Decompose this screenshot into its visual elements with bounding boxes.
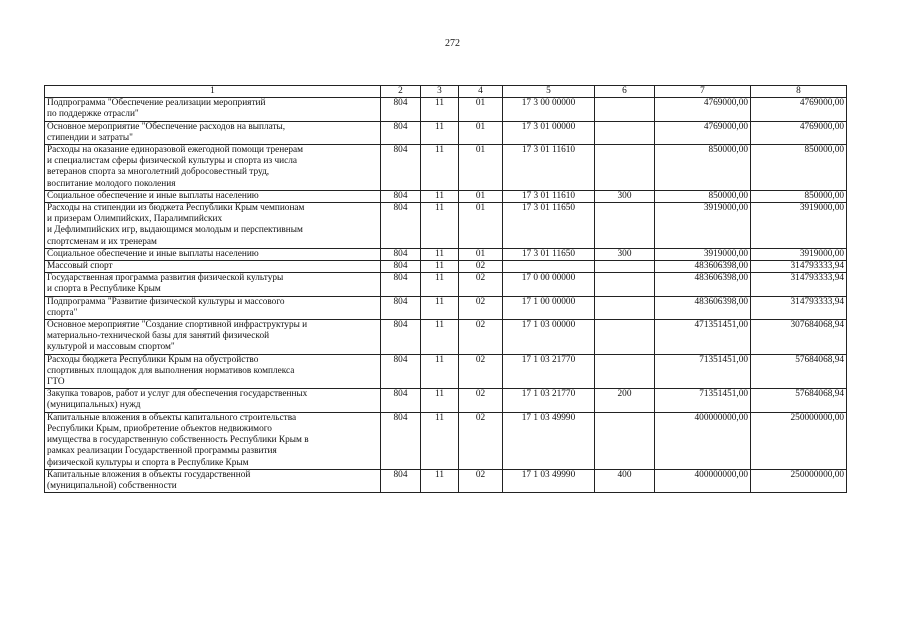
amount-year-2: 314793333,94 xyxy=(751,296,847,319)
code-target: 17 3 01 11650 xyxy=(503,203,595,249)
amount-year-1: 400000000,00 xyxy=(655,469,751,492)
code-target: 17 1 03 49990 xyxy=(503,412,595,469)
amount-year-1: 483606398,00 xyxy=(655,273,751,296)
code-section: 11 xyxy=(421,190,459,202)
code-section: 11 xyxy=(421,320,459,355)
table-row xyxy=(45,389,847,412)
amount-year-2: 307684068,94 xyxy=(751,320,847,355)
amount-year-1: 400000000,00 xyxy=(655,412,751,469)
amount-year-2: 314793333,94 xyxy=(751,273,847,296)
table-row xyxy=(45,469,847,492)
code-subsection: 02 xyxy=(459,296,503,319)
amount-year-2: 3919000,00 xyxy=(751,248,847,260)
row-name: Социальное обеспечение и иные выплаты населению xyxy=(45,190,381,202)
budget-table xyxy=(44,85,847,493)
code-expense-type xyxy=(595,203,655,249)
amount-year-1: 850000,00 xyxy=(655,190,751,202)
code-subsection: 01 xyxy=(459,248,503,260)
column-header: 5 xyxy=(503,86,595,98)
code-ministry: 804 xyxy=(381,412,421,469)
table-row xyxy=(45,145,847,191)
amount-year-2: 57684068,94 xyxy=(751,389,847,412)
amount-year-2: 850000,00 xyxy=(751,190,847,202)
code-ministry: 804 xyxy=(381,121,421,144)
row-name: Государственная программа развития физической культуры и спорта в Республике Крым xyxy=(45,273,381,296)
code-ministry: 804 xyxy=(381,354,421,389)
code-target xyxy=(503,261,595,273)
column-header: 1 xyxy=(45,86,381,98)
amount-year-1: 850000,00 xyxy=(655,145,751,191)
code-expense-type xyxy=(595,412,655,469)
code-subsection: 02 xyxy=(459,469,503,492)
code-expense-type xyxy=(595,273,655,296)
code-ministry: 804 xyxy=(381,190,421,202)
table-row xyxy=(45,261,847,273)
amount-year-2: 4769000,00 xyxy=(751,121,847,144)
code-target: 17 3 01 11650 xyxy=(503,248,595,260)
amount-year-1: 3919000,00 xyxy=(655,248,751,260)
amount-year-1: 471351451,00 xyxy=(655,320,751,355)
code-expense-type: 300 xyxy=(595,190,655,202)
table-row xyxy=(45,273,847,296)
table-row xyxy=(45,320,847,355)
code-target: 17 3 01 00000 xyxy=(503,121,595,144)
code-section: 11 xyxy=(421,273,459,296)
amount-year-2: 250000000,00 xyxy=(751,469,847,492)
table-row xyxy=(45,121,847,144)
row-name: Капитальные вложения в объекты государственной (муниципальной) собственности xyxy=(45,469,381,492)
code-ministry: 804 xyxy=(381,296,421,319)
amount-year-1: 4769000,00 xyxy=(655,98,751,121)
code-target: 17 1 03 49990 xyxy=(503,469,595,492)
code-section: 11 xyxy=(421,261,459,273)
table-row xyxy=(45,354,847,389)
amount-year-2: 850000,00 xyxy=(751,145,847,191)
row-name: Массовый спорт xyxy=(45,261,381,273)
amount-year-1: 71351451,00 xyxy=(655,389,751,412)
table-body xyxy=(45,98,847,493)
column-header: 2 xyxy=(381,86,421,98)
column-header: 3 xyxy=(421,86,459,98)
code-section: 11 xyxy=(421,145,459,191)
amount-year-1: 483606398,00 xyxy=(655,261,751,273)
code-subsection: 01 xyxy=(459,98,503,121)
amount-year-1: 4769000,00 xyxy=(655,121,751,144)
code-ministry: 804 xyxy=(381,273,421,296)
row-name: Социальное обеспечение и иные выплаты населению xyxy=(45,248,381,260)
code-expense-type xyxy=(595,98,655,121)
code-subsection: 01 xyxy=(459,190,503,202)
code-target: 17 3 01 11610 xyxy=(503,145,595,191)
code-section: 11 xyxy=(421,203,459,249)
code-ministry: 804 xyxy=(381,203,421,249)
code-target: 17 1 03 00000 xyxy=(503,320,595,355)
row-name: Подпрограмма "Обеспечение реализации мероприятий по поддержке отрасли" xyxy=(45,98,381,121)
code-subsection: 01 xyxy=(459,121,503,144)
code-expense-type: 300 xyxy=(595,248,655,260)
page-number: 272 xyxy=(445,38,460,49)
amount-year-2: 250000000,00 xyxy=(751,412,847,469)
row-name: Расходы бюджета Республики Крым на обустройство спортивных площадок для выполнения нормативов комплекса ГТО xyxy=(45,354,381,389)
code-expense-type xyxy=(595,261,655,273)
code-target: 17 0 00 00000 xyxy=(503,273,595,296)
amount-year-2: 57684068,94 xyxy=(751,354,847,389)
code-section: 11 xyxy=(421,98,459,121)
code-expense-type: 200 xyxy=(595,389,655,412)
column-header: 8 xyxy=(751,86,847,98)
code-subsection: 02 xyxy=(459,261,503,273)
code-ministry: 804 xyxy=(381,261,421,273)
row-name: Капитальные вложения в объекты капитального строительства Республики Крым, приобретение объектов недвижимого имущества в государственную собственность Республики Крым в рамках реализации Государственной программы развития физической культуры и спорта в Республике Крым xyxy=(45,412,381,469)
column-header: 6 xyxy=(595,86,655,98)
amount-year-2: 3919000,00 xyxy=(751,203,847,249)
table-row xyxy=(45,296,847,319)
code-section: 11 xyxy=(421,248,459,260)
code-section: 11 xyxy=(421,296,459,319)
code-target: 17 1 03 21770 xyxy=(503,354,595,389)
code-expense-type: 400 xyxy=(595,469,655,492)
code-section: 11 xyxy=(421,389,459,412)
code-expense-type xyxy=(595,320,655,355)
code-subsection: 01 xyxy=(459,203,503,249)
code-ministry: 804 xyxy=(381,469,421,492)
code-ministry: 804 xyxy=(381,145,421,191)
code-expense-type xyxy=(595,296,655,319)
code-section: 11 xyxy=(421,121,459,144)
code-target: 17 3 01 11610 xyxy=(503,190,595,202)
amount-year-1: 71351451,00 xyxy=(655,354,751,389)
header-row xyxy=(45,86,847,98)
code-subsection: 02 xyxy=(459,273,503,296)
code-section: 11 xyxy=(421,469,459,492)
code-subsection: 01 xyxy=(459,145,503,191)
code-target: 17 1 00 00000 xyxy=(503,296,595,319)
code-ministry: 804 xyxy=(381,248,421,260)
row-name: Подпрограмма "Развитие физической культуры и массового спорта" xyxy=(45,296,381,319)
code-expense-type xyxy=(595,354,655,389)
code-section: 11 xyxy=(421,412,459,469)
amount-year-2: 314793333,94 xyxy=(751,261,847,273)
row-name: Основное мероприятие "Обеспечение расходов на выплаты, стипендии и затраты" xyxy=(45,121,381,144)
code-ministry: 804 xyxy=(381,389,421,412)
code-subsection: 02 xyxy=(459,412,503,469)
table-row xyxy=(45,203,847,249)
row-name: Закупка товаров, работ и услуг для обеспечения государственных (муниципальных) нужд xyxy=(45,389,381,412)
code-expense-type xyxy=(595,145,655,191)
code-target: 17 3 00 00000 xyxy=(503,98,595,121)
row-name: Расходы на стипендии из бюджета Республики Крым чемпионам и призерам Олимпийских, Паралимпийских и Дефлимпийских игр, выдающимся молодым и перспективным спортсменам и их тренерам xyxy=(45,203,381,249)
code-ministry: 804 xyxy=(381,98,421,121)
amount-year-1: 483606398,00 xyxy=(655,296,751,319)
table-row xyxy=(45,412,847,469)
row-name: Основное мероприятие "Создание спортивной инфраструктуры и материально-технической базы для занятий физической культурой и массовым спортом" xyxy=(45,320,381,355)
code-subsection: 02 xyxy=(459,320,503,355)
table-row xyxy=(45,190,847,202)
code-section: 11 xyxy=(421,354,459,389)
code-ministry: 804 xyxy=(381,320,421,355)
amount-year-1: 3919000,00 xyxy=(655,203,751,249)
table-row xyxy=(45,248,847,260)
code-target: 17 1 03 21770 xyxy=(503,389,595,412)
row-name: Расходы на оказание единоразовой ежегодной помощи тренерам и специалистам сферы физической культуры и спорта из числа ветеранов спорта за многолетний добросовестный труд, воспитание молодого поколения xyxy=(45,145,381,191)
amount-year-2: 4769000,00 xyxy=(751,98,847,121)
code-subsection: 02 xyxy=(459,389,503,412)
code-expense-type xyxy=(595,121,655,144)
code-subsection: 02 xyxy=(459,354,503,389)
column-header: 7 xyxy=(655,86,751,98)
table-row xyxy=(45,98,847,121)
column-header: 4 xyxy=(459,86,503,98)
